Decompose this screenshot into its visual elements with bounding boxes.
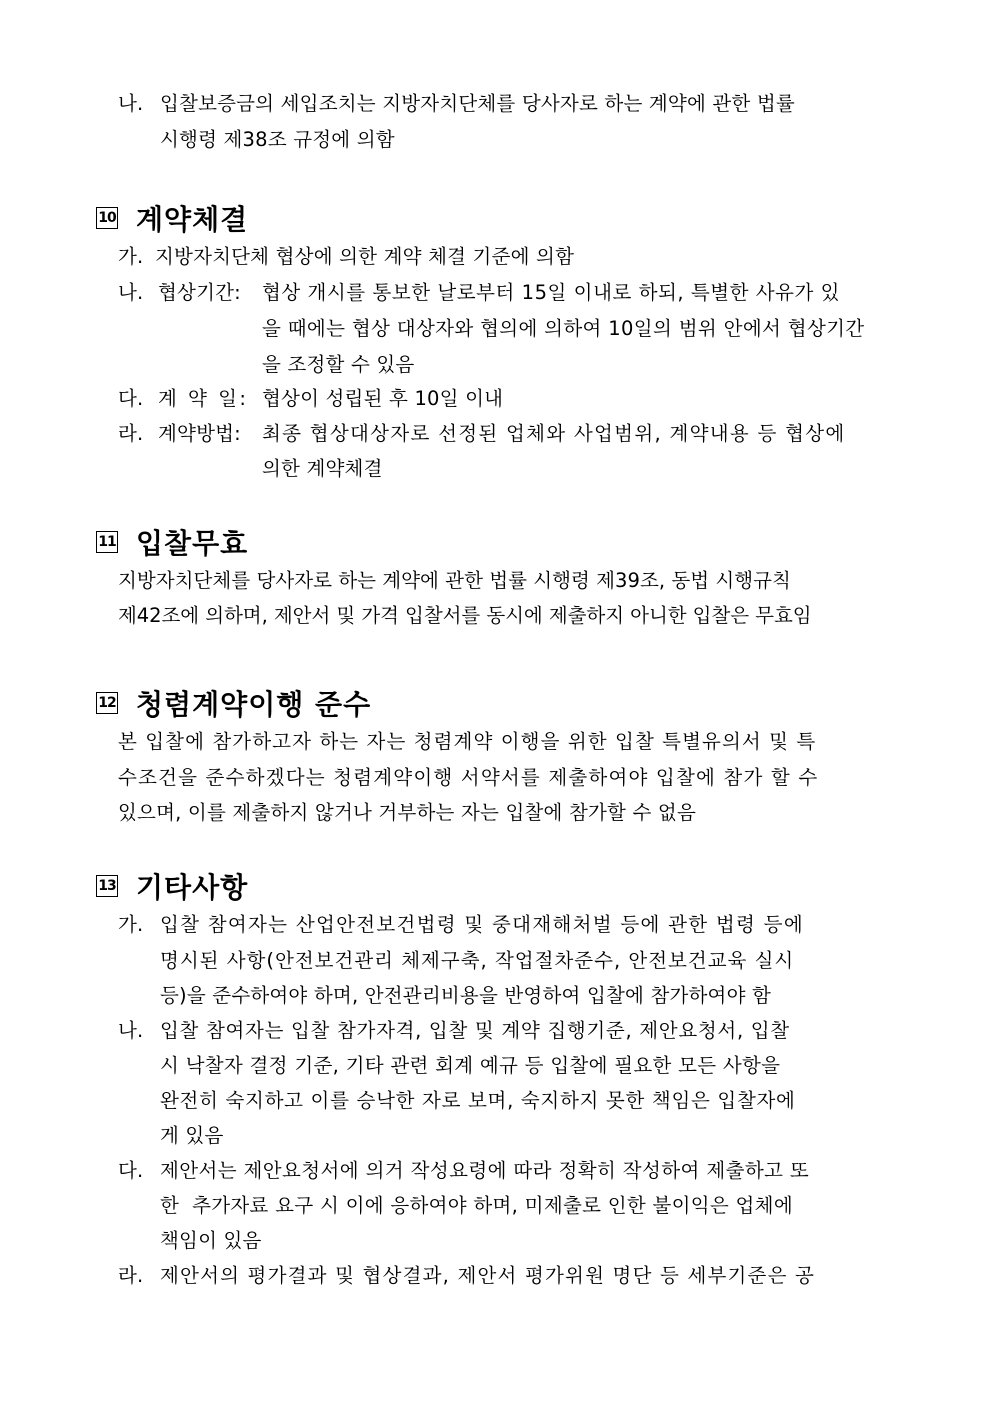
item-text-line: 을 조정할 수 있음 (262, 353, 415, 376)
item-text-line: 입찰 참여자는 산업안전보건법령 및 중대재해처벌 등에 관한 법령 등에 (160, 913, 804, 936)
item-marker: 나. (118, 1019, 144, 1042)
item-text-line: 게 있음 (160, 1124, 224, 1147)
section-title: 계약체결 (136, 203, 249, 236)
paragraph-line: 본 입찰에 참가하고자 하는 자는 청렴계약 이행을 위한 입찰 특별유의서 및 특 (118, 730, 817, 753)
item-text-line: 제안서의 평가결과 및 협상결과, 제안서 평가위원 명단 등 세부기준은 공 (160, 1264, 816, 1287)
item-marker: 라. (118, 1264, 144, 1287)
item-text-line: 제안서는 제안요청서에 의거 작성요령에 따라 정확히 작성하여 제출하고 또 (160, 1159, 810, 1182)
item-text-line: 최종 협상대상자로 선정된 업체와 사업범위, 계약내용 등 협상에 (262, 422, 846, 445)
section-number-box: 13 (96, 875, 118, 897)
section-heading-13 (96, 866, 248, 906)
section-heading-11 (96, 522, 248, 562)
paragraph-line: 있으며, 이를 제출하지 않거나 거부하는 자는 입찰에 참가할 수 없음 (118, 801, 696, 824)
item-marker: 가. (118, 913, 144, 936)
section-number-box: 12 (96, 692, 118, 714)
item-text-line: 책임이 있음 (160, 1229, 262, 1252)
item-text: 지방자치단체 협상에 의한 계약 체결 기준에 의함 (155, 245, 575, 268)
item-label: 계 약 일: (158, 387, 249, 410)
item-label: 협상기간: (158, 281, 241, 304)
paragraph-line: 제42조에 의하며, 제안서 및 가격 입찰서를 동시에 제출하지 아니한 입찰은 무효임 (118, 604, 812, 627)
item-text-line: 시행령 제38조 규정에 의함 (160, 128, 395, 151)
item-text-line: 을 때에는 협상 대상자와 협의에 의하여 10일의 범위 안에서 협상기간 (262, 317, 865, 340)
item-marker: 가. (118, 245, 144, 268)
section-heading-10 (96, 198, 248, 238)
paragraph-line: 수조건을 준수하겠다는 청렴계약이행 서약서를 제출하여야 입찰에 참가 할 수 (118, 766, 819, 789)
paragraph-line: 지방자치단체를 당사자로 하는 계약에 관한 법률 시행령 제39조, 동법 시행규칙 (118, 569, 791, 592)
item-text-line: 시 낙찰자 결정 기준, 기타 관련 회계 예규 등 입찰에 필요한 모든 사항을 (160, 1054, 781, 1077)
section-number-box: 11 (96, 531, 118, 553)
section-number-box: 10 (96, 207, 118, 229)
item-text-line: 협상 개시를 통보한 날로부터 15일 이내로 하되, 특별한 사유가 있 (262, 281, 841, 304)
section-title: 기타사항 (136, 871, 249, 904)
item-marker: 다. (118, 1159, 144, 1182)
section-heading-12 (96, 683, 371, 723)
item-text-line: 의한 계약체결 (262, 457, 383, 480)
section-title: 청렴계약이행 준수 (136, 688, 372, 721)
section-title: 입찰무효 (136, 527, 249, 560)
item-text-line: 입찰 참여자는 입찰 참가자격, 입찰 및 계약 집행기준, 제안요청서, 입찰 (160, 1019, 790, 1042)
item-marker: 다. (118, 387, 144, 410)
item-text-line: 명시된 사항(안전보건관리 체제구축, 작업절차준수, 안전보건교육 실시 (160, 949, 795, 972)
item-marker: 나. (118, 281, 144, 304)
item-text-line: 입찰보증금의 세입조치는 지방자치단체를 당사자로 하는 계약에 관한 법률 (160, 92, 795, 115)
item-text-line: 완전히 숙지하고 이를 승낙한 자로 보며, 숙지하지 못한 책임은 입찰자에 (160, 1089, 796, 1112)
item-text-line: 협상이 성립된 후 10일 이내 (262, 387, 504, 410)
item-marker: 라. (118, 422, 144, 445)
item-text-line: 등)을 준수하여야 하며, 안전관리비용을 반영하여 입찰에 참가하여야 함 (160, 984, 772, 1007)
item-text-line: 한 추가자료 요구 시 이에 응하여야 하며, 미제출로 인한 불이익은 업체에 (160, 1194, 793, 1217)
item-label: 계약방법: (158, 422, 241, 445)
item-marker: 나. (118, 92, 144, 115)
